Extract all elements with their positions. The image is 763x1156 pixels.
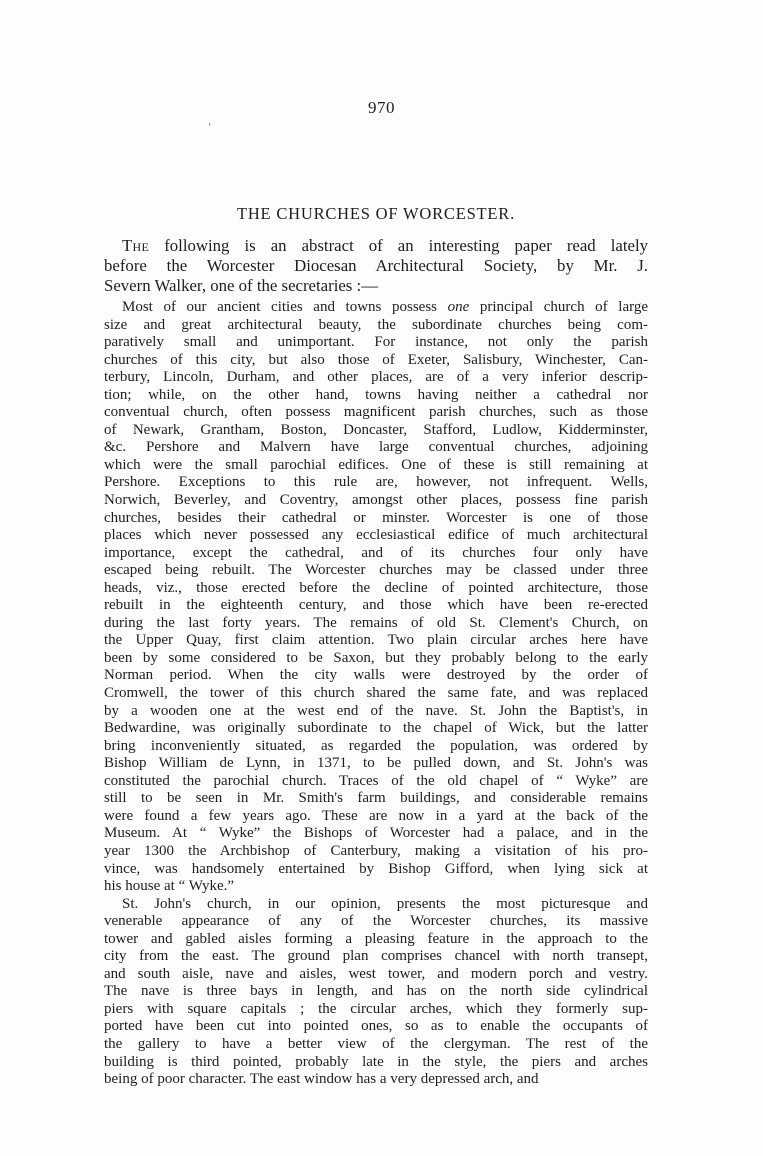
paragraph-line: conventual church, often possess magnificent parish churches, such as those [104,404,648,421]
paragraph-line: Most of our ancient cities and towns possess one principal church of large [122,299,648,315]
article-body [104,299,648,1089]
paragraph-line: were found a few years ago. These are now in a yard at the back of the [104,807,648,824]
emphasis-text: one [447,299,470,315]
paragraph-1 [104,299,648,896]
printer-mark: ‘ [208,122,212,133]
paragraph-line: The nave is three bays in length, and has on the north side cylindrical [104,983,648,1000]
paragraph-line: venerable appearance of any of the Worcester churches, its massive [104,913,648,930]
intro-line: The following is an abstract of an interesting paper read lately [122,236,648,255]
paragraph-line: Norwich, Beverley, and Coventry, amongst other places, possess fine parish [104,492,648,509]
intro-line: before the Worcester Diocesan Architectural Society, by Mr. J. [104,256,648,276]
paragraph-line: Bishop William de Lynn, in 1371, to be pulled down, and St. John's was [104,755,648,772]
paragraph-line: rebuilt in the eighteenth century, and those which have been re-erected [104,597,648,614]
paragraph-line: vince, was handsomely entertained by Bishop Gifford, when lying sick at [104,860,648,877]
paragraph-line: paratively small and unimportant. For instance, not only the parish [104,334,648,351]
paragraph-line: being of poor character. The east window has a very depressed arch, and [104,1071,539,1088]
paragraph-line: tower and gabled aisles forming a pleasing feature in the approach to the [104,930,648,947]
paragraph-line: year 1300 the Archbishop of Canterbury, making a visitation of his pro- [104,842,648,859]
paragraph-line: city from the east. The ground plan comprises chancel with north transept, [104,948,648,965]
paragraph-line: heads, viz., those erected before the decline of pointed architecture, those [104,579,648,596]
paragraph-line: been by some considered to be Saxon, but they probably belong to the early [104,649,648,666]
paragraph-line: still to be seen in Mr. Smith's farm buildings, and considerable remains [104,790,648,807]
paragraph-line: the gallery to have a better view of the clergyman. The rest of the [104,1035,648,1052]
paragraph-line: bring inconveniently situated, as regarded the population, was ordered by [104,737,648,754]
paragraph-line: tion; while, on the other hand, towns having neither a cathedral nor [104,386,648,403]
paragraph-line: and south aisle, nave and aisles, west tower, and modern porch and vestry. [104,965,648,982]
paragraph-line: terbury, Lincoln, Durham, and other places, are of a very inferior descrip- [104,369,648,386]
paragraph-line: ported have been cut into pointed ones, so as to enable the occupants of [104,1018,648,1035]
paragraph-line: Bedwardine, was originally subordinate to the chapel of Wick, but the latter [104,720,648,737]
paragraph-line: constituted the parochial church. Traces of the old chapel of “ Wyke” are [104,772,648,789]
article-title: THE CHURCHES OF WORCESTER. [236,204,516,223]
paragraph-line: Pershore. Exceptions to this rule are, however, not infrequent. Wells, [104,474,648,491]
paragraph-line: St. John's church, in our opinion, presents the most picturesque and [122,895,648,912]
paragraph-line: of Newark, Grantham, Boston, Doncaster, Stafford, Ludlow, Kidderminster, [104,421,648,438]
paragraph-line: churches, besides their cathedral or minster. Worcester is one of those [104,509,648,526]
paragraph-2 [104,896,648,1089]
paragraph-line: escaped being rebuilt. The Worcester churches may be classed under three [104,562,648,579]
paragraph-line: his house at “ Wyke.” [104,878,235,895]
paragraph-line: the Upper Quay, first claim attention. Two plain circular arches here have [104,632,648,649]
paragraph-line: Museum. At “ Wyke” the Bishops of Worcester had a palace, and in the [104,825,648,842]
page-number: 970 [368,98,395,117]
paragraph-line: building is third pointed, probably late in the style, the piers and arches [104,1053,648,1070]
paragraph-line: places which never possessed any ecclesiastical edifice of much architectural [104,527,648,544]
paragraph-line: churches of this city, but also those of Exeter, Salisbury, Winchester, Can- [104,351,648,368]
paragraph-line: size and great architectural beauty, the subordinate churches being com- [104,316,648,333]
paragraph-line: Norman period. When the city walls were destroyed by the order of [104,667,648,684]
intro-lead: The [122,236,150,255]
paragraph-line: which were the small parochial edifices. One of these is still remaining at [104,456,648,473]
intro-paragraph [104,236,648,297]
paragraph-line: Cromwell, the tower of this church shared the same fate, and was replaced [104,685,648,702]
paragraph-line: during the last forty years. The remains of old St. Clement's Church, on [104,614,648,631]
paragraph-line: importance, except the cathedral, and of its churches four only have [104,544,648,561]
paragraph-line: &c. Pershore and Malvern have large conventual churches, adjoining [104,439,648,456]
paragraph-line: by a wooden one at the west end of the nave. St. John the Baptist's, in [104,702,648,719]
paragraph-line: piers with square capitals ; the circular arches, which they formerly sup- [104,1000,648,1017]
intro-line: Severn Walker, one of the secretaries :— [104,276,378,296]
